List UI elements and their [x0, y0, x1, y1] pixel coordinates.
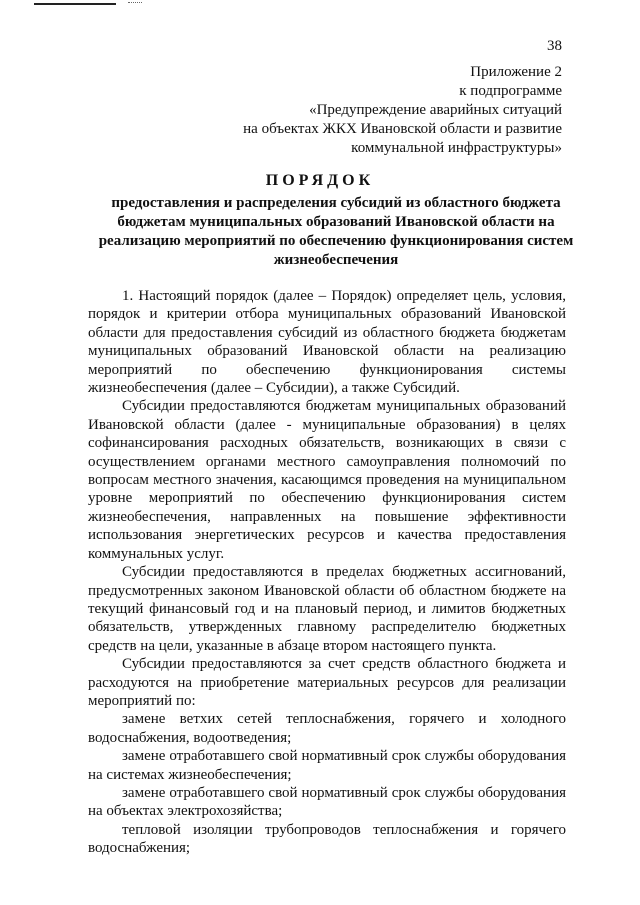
scan-artifact-line: [34, 3, 116, 5]
text-line: водоснабжения;: [88, 840, 191, 857]
text-line: текущий финансовый год и на плановый период, и лимитов бюджетных: [88, 600, 566, 617]
paragraph-1: [88, 287, 566, 397]
list-item-3: [88, 784, 566, 821]
text-line: Субсидии предоставляются бюджетам муниципальных образований: [122, 398, 566, 415]
text-line: водоснабжения, водоотведения;: [88, 729, 292, 746]
appendix-line: Приложение 2: [470, 64, 562, 80]
text-line: Субсидии предоставляются за счет средств областного бюджета и: [122, 656, 566, 673]
appendix-line: на объектах ЖКХ Ивановской области и развитие: [243, 121, 562, 137]
text-line: предусмотренных законом Ивановской области об областном бюджете на: [88, 582, 566, 599]
text-line: осуществлением органами местного самоуправления полномочий по: [88, 453, 566, 470]
text-line: на системах жизнеобеспечения;: [88, 766, 292, 783]
text-line: мероприятий по:: [88, 692, 196, 709]
paragraph-2: [88, 397, 566, 563]
text-line: коммунальных услуг.: [88, 545, 225, 562]
text-line: использования энергетических ресурсов и качества предоставления: [88, 527, 566, 544]
text-line: 1. Настоящий порядок (далее – Порядок) определяет цель, условия,: [122, 288, 566, 304]
text-line: порядок и критерии отбора муниципальных образований Ивановской: [88, 306, 566, 323]
document-title: ПОРЯДОК: [265, 172, 375, 189]
document-subtitle: [96, 194, 576, 270]
text-line: замене отработавшего свой нормативный срок службы оборудования: [122, 748, 566, 765]
text-line: вопросам местного значения, касающимся проведения на муниципальном: [88, 472, 566, 489]
subtitle-line: реализацию мероприятий по обеспечению функционирования систем: [98, 233, 574, 249]
text-line: тепловой изоляции трубопроводов теплоснабжения и горячего: [122, 821, 566, 838]
paragraph-4: [88, 655, 566, 710]
text-line: жизнеобеспечения (далее – Субсидии), а также Субсидий.: [88, 380, 460, 397]
text-line: расходуются на приобретение материальных ресурсов для реализации: [88, 674, 566, 691]
document-body: [88, 287, 566, 858]
text-line: замене ветхих сетей теплоснабжения, горячего и холодного: [122, 711, 566, 728]
text-line: уровне мероприятий по обеспечению функционирования систем: [88, 490, 566, 507]
text-line: средств на цели, указанные в абзаце втором настоящего пункта.: [88, 637, 497, 654]
appendix-header: [202, 63, 562, 158]
text-line: муниципальных образований Ивановской области на реализацию: [88, 343, 566, 360]
text-line: жизнеобеспечения, направленных на повышение эффективности: [88, 508, 566, 525]
text-line: на объектах электрохозяйства;: [88, 803, 283, 820]
text-line: мероприятий по обеспечению функционирования системы: [88, 361, 566, 378]
subtitle-line: предоставления и распределения субсидий из областного бюджета: [111, 195, 561, 211]
page-number: 38: [547, 38, 562, 54]
appendix-line: «Предупреждение аварийных ситуаций: [309, 102, 562, 118]
appendix-line: к подпрограмме: [459, 83, 562, 99]
text-line: области для предоставления субсидий из областного бюджета бюджетам: [88, 324, 566, 341]
list-item-4: [88, 821, 566, 858]
text-line: обязательств, утвержденных главному распределителю бюджетных: [88, 619, 566, 636]
list-item-2: [88, 747, 566, 784]
subtitle-line: бюджетам муниципальных образований Ивановской области на: [117, 214, 555, 230]
text-line: Ивановской области (далее - муниципальные образования) в целях: [88, 416, 566, 433]
text-line: замене отработавшего свой нормативный срок службы оборудования: [122, 784, 566, 801]
scan-artifact-dots: [128, 2, 142, 5]
appendix-line: коммунальной инфраструктуры»: [351, 140, 562, 156]
subtitle-line: жизнеобеспечения: [273, 252, 399, 268]
text-line: софинансирования расходных обязательств, возникающих в связи с: [88, 435, 566, 452]
text-line: Субсидии предоставляются в пределах бюджетных ассигнований,: [122, 564, 566, 581]
list-item-1: [88, 710, 566, 747]
paragraph-3: [88, 563, 566, 655]
